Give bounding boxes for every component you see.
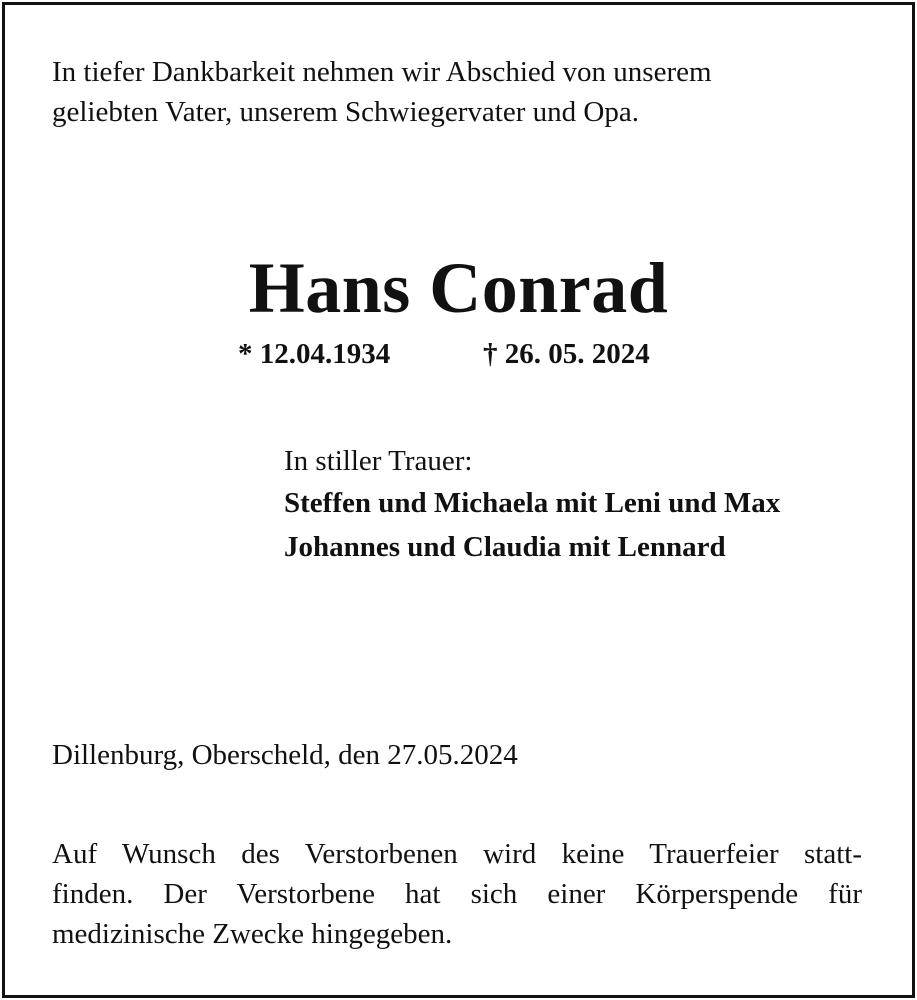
note-line: Auf Wunsch des Verstorbenen wird keine Trauerfeier statt- [52,838,862,870]
birth-date: * 12.04.1934 [238,338,391,370]
intro-line: geliebten Vater, unserem Schwiegervater und Opa. [52,96,639,128]
note-line: medizinische Zwecke hingegeben. [52,918,453,950]
mourners-intro: In stiller Trauer: [284,445,473,477]
mourner-family: Johannes und Claudia mit Lennard [284,531,726,563]
intro-line: In tiefer Dankbarkeit nehmen wir Abschied von unserem [52,56,712,88]
intro-text [52,52,852,132]
note-line: finden. Der Verstorbene hat sich einer Körperspende für [52,878,862,910]
mourners-block [284,441,884,569]
death-date: † 26. 05. 2024 [483,338,650,370]
deceased-name: Hans Conrad [248,248,669,328]
life-dates [0,336,917,372]
mourner-family: Steffen und Michaela mit Leni und Max [284,487,781,519]
funeral-note [52,834,862,954]
place-and-date: Dillenburg, Oberscheld, den 27.05.2024 [52,739,518,771]
